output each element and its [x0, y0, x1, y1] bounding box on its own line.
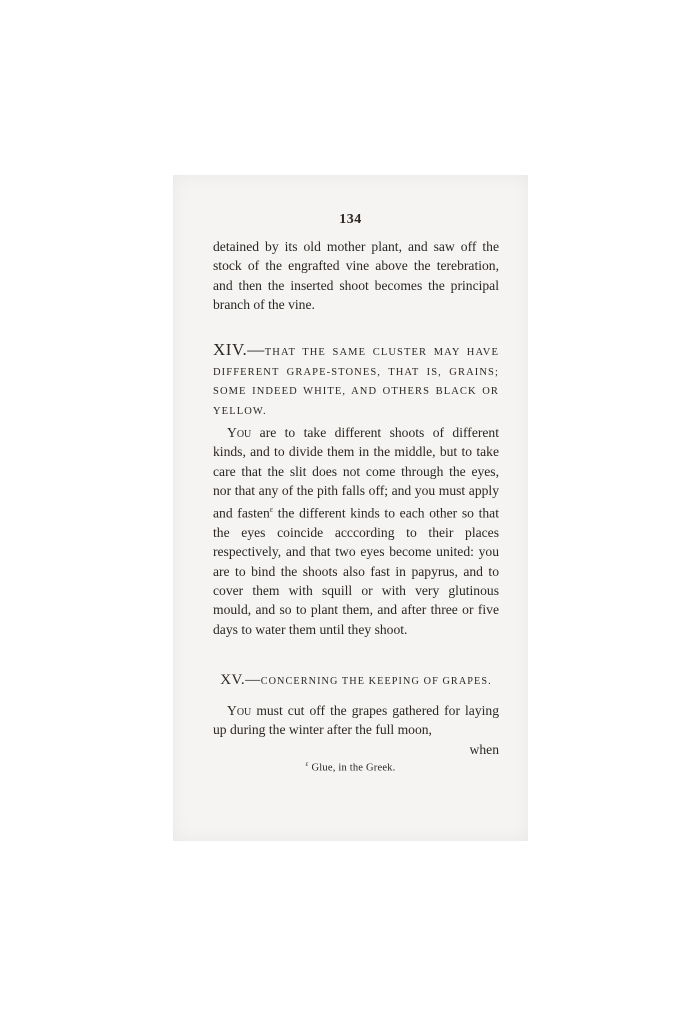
paragraph-lead-word: You [227, 703, 252, 718]
paragraph-keeping-grapes-text: must cut off the grapes gathered for laying up during the winter after the full moon, [213, 703, 499, 738]
footnote [173, 760, 528, 774]
section-numeral-xiv: XIV.— [213, 340, 265, 359]
section-heading-xiv-text: THAT THE SAME CLUSTER MAY HAVE DIFFERENT GRAPE-STONES, THAT IS, GRAINS; SOME INDEED WHITE, AND OTHERS BLACK OR YELLOW. [213, 347, 499, 417]
page-number: 134 [339, 212, 362, 227]
section-heading-xiv [213, 340, 499, 421]
paragraph-text-part-a: are to take different shoots of different kinds, and to divide them in the middle, but to take care that the slit does not come through the eyes, nor that any of the pith falls off; and you must apply and fasten [213, 425, 499, 521]
paragraph-lead-word: You [227, 425, 252, 440]
paragraph-continuation: detained by its old mother plant, and saw off the stock of the engrafted vine above the terebration, and then the inserted shoot becomes the principal branch of the vine. [213, 239, 499, 312]
paragraph-text-part-b: the different kinds to each other so that the eyes coincide acccording to their places respectively, and that two eyes become united: you are to bind the shoots also fast in papyrus, and to cover them with squill or with very glutinous mould, and so to plant them, and after three or five days to water them until they shoot. [213, 505, 499, 637]
footnote-mark: ε [305, 760, 309, 768]
paragraph-keeping-grapes-body [213, 701, 499, 740]
catchword: when [469, 741, 499, 757]
section-heading-xv [213, 672, 499, 689]
paragraph-grafting-instructions [213, 423, 499, 639]
section-numeral-xv: XV.— [220, 672, 261, 688]
footnote-text: Glue, in the Greek. [308, 762, 396, 774]
section-heading-xv-text: CONCERNING THE KEEPING OF GRAPES. [260, 676, 492, 687]
paragraph-keeping-grapes [213, 701, 499, 759]
footnote-reference: ε [269, 505, 274, 515]
book-page [173, 175, 528, 841]
